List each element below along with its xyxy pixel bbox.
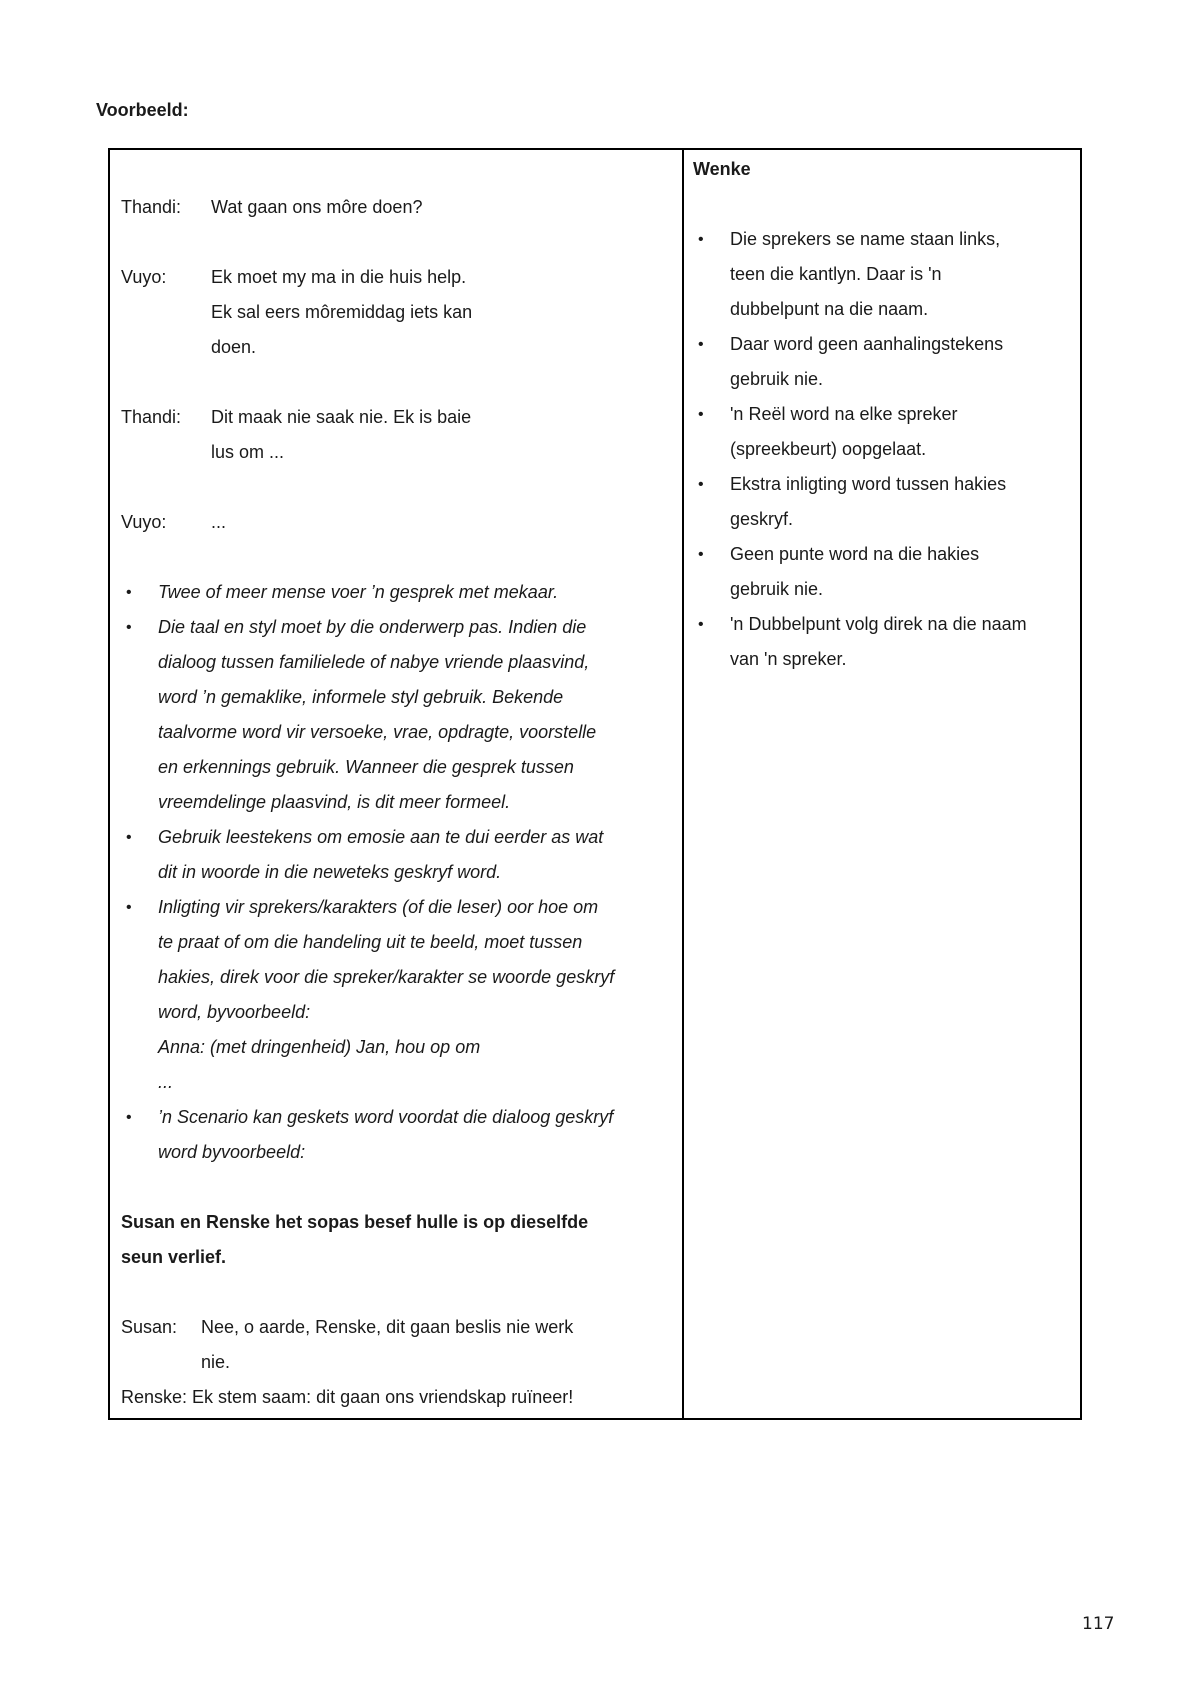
tip-line: gebruik nie. [730,369,824,389]
speech-text [211,400,674,470]
speech-text [211,260,674,365]
dialogue-line [121,190,674,225]
speech-text [201,1310,674,1380]
note-line: taalvorme word vir versoeke, vrae, opdragte, voorstelle [158,722,597,742]
note-line: ... [158,1072,174,1092]
dialogue-line [121,260,674,365]
tip-line: • Daar word geen aanhalingstekens [730,334,1004,354]
speech-line: Dit maak nie saak nie. Ek is baie [211,407,472,427]
note-item [121,1100,674,1170]
note-line: te praat of om die handeling uit te beeld, moet tussen [158,932,583,952]
tip-item [693,467,1070,537]
example-column [110,150,684,1418]
example-table [108,148,1082,1420]
note-line: word byvoorbeeld: [158,1142,306,1162]
wenke-column [684,150,1080,1418]
speech-line: Nee, o aarde, Renske, dit gaan beslis nie werk [201,1317,574,1337]
dialogue-line [121,505,674,540]
tip-line: gebruik nie. [730,579,824,599]
speaker-name: Vuyo: [121,512,167,532]
tip-item [693,222,1070,327]
speech-line: doen. [211,337,257,357]
note-line: • Twee of meer mense voer ’n gesprek met mekaar. [158,582,559,602]
note-line: • Inligting vir sprekers/karakters (of die leser) oor hoe om [158,897,599,917]
scenario-line: seun verlief. [121,1247,227,1267]
note-line: vreemdelinge plaasvind, is dit meer formeel. [158,792,511,812]
tips-list [693,222,1070,677]
speaker-name: Thandi: [121,197,182,217]
note-line: hakies, direk voor die spreker/karakter se woorde geskryf [158,967,615,987]
tip-line: • Die sprekers se name staan links, [730,229,1001,249]
tip-item [693,537,1070,607]
scenario-line: Susan en Renske het sopas besef hulle is op dieselfde [121,1212,589,1232]
speaker-name: Thandi: [121,407,182,427]
speech-line: ... [211,512,227,532]
note-item [121,820,674,890]
tip-line: geskryf. [730,509,794,529]
speaker-name: Susan: [121,1317,178,1337]
dialogue-line [121,400,674,470]
note-item [121,575,674,610]
note-line: • Gebruik leestekens om emosie aan te dui eerder as wat [158,827,604,847]
tip-line: • 'n Dubbelpunt volg direk na die naam [730,614,1027,634]
note-line: • Die taal en styl moet by die onderwerp pas. Indien die [158,617,587,637]
note-line: word, byvoorbeeld: [158,1002,311,1022]
tip-line: van 'n spreker. [730,649,847,669]
tip-line: • 'n Reël word na elke spreker [730,404,958,424]
dialogue-line [121,1310,674,1380]
note-line: • ’n Scenario kan geskets word voordat die dialoog geskryf [158,1107,614,1127]
tip-line: (spreekbeurt) oopgelaat. [730,439,927,459]
note-line: dialoog tussen familielede of nabye vriende plaasvind, [158,652,590,672]
tip-item [693,607,1070,677]
tip-line: • Geen punte word na die hakies [730,544,980,564]
tip-item [693,397,1070,467]
note-line: Anna: (met dringenheid) Jan, hou op om [158,1037,481,1057]
note-line: dit in woorde in die neweteks geskryf word. [158,862,502,882]
speech-text [211,190,674,225]
tip-line: teen die kantlyn. Daar is 'n [730,264,942,284]
dialogue-line: Renske: Ek stem saam: dit gaan ons vriendskap ruïneer! [121,1387,574,1407]
speech-line: Ek sal eers môremiddag iets kan [211,302,473,322]
speech-line: Ek moet my ma in die huis help. [211,267,467,287]
tip-line: • Ekstra inligting word tussen hakies [730,474,1007,494]
speaker-name: Vuyo: [121,267,167,287]
tip-line: dubbelpunt na die naam. [730,299,929,319]
note-line: word ’n gemaklike, informele styl gebruik. Bekende [158,687,564,707]
scenario-text [121,1205,674,1275]
notes-list [121,575,674,1170]
wenke-title: Wenke [693,159,751,179]
note-item [121,610,674,820]
tip-item [693,327,1070,397]
note-line: en erkennings gebruik. Wanneer die gesprek tussen [158,757,574,777]
speech-text [211,505,674,540]
page-number: 117 [1082,1614,1115,1634]
speech-line: nie. [201,1352,231,1372]
page-heading: Voorbeeld: [96,100,189,120]
note-item [121,890,674,1100]
speech-line: lus om ... [211,442,285,462]
speech-line: Wat gaan ons môre doen? [211,197,423,217]
